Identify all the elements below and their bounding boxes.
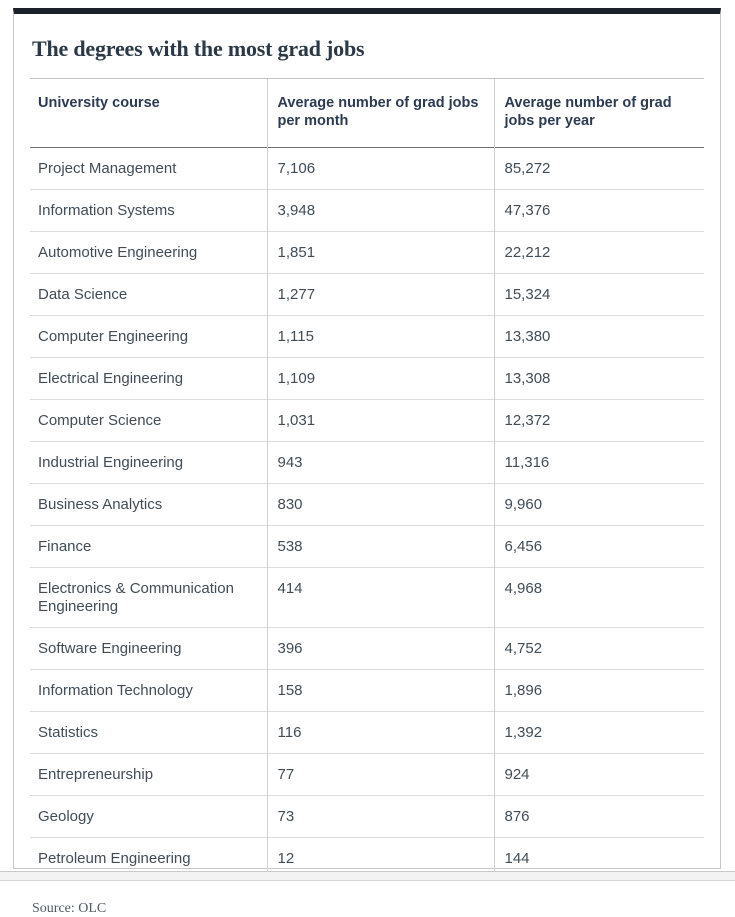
table-row: [30, 190, 704, 232]
per-year-cell: 144: [494, 838, 704, 880]
course-cell: Computer Science: [38, 412, 162, 430]
table-row: [30, 400, 704, 442]
course-cell: Information Technology: [38, 682, 193, 700]
per-year-cell: 22,212: [494, 232, 704, 274]
per-month-cell: 830: [267, 484, 494, 526]
per-month-cell: 158: [267, 670, 494, 712]
per-month-cell: 116: [267, 712, 494, 754]
column-header-per-month: Average number of grad jobs per month: [267, 79, 494, 148]
per-month-cell: 1,109: [267, 358, 494, 400]
course-cell: Computer Engineering: [38, 328, 189, 346]
per-year-cell: 924: [494, 754, 704, 796]
chart-card: [13, 8, 721, 917]
table-row: [30, 232, 704, 274]
table-body: [30, 148, 704, 880]
table-row: [30, 796, 704, 838]
table-row: [30, 754, 704, 796]
course-cell: Automotive Engineering: [38, 244, 198, 262]
table-row: [30, 358, 704, 400]
per-month-cell: 7,106: [267, 148, 494, 190]
course-cell: Geology: [38, 808, 94, 826]
course-cell: Entrepreneurship: [38, 766, 154, 784]
course-cell: Industrial Engineering: [38, 454, 184, 472]
table-row: [30, 670, 704, 712]
per-year-cell: 1,896: [494, 670, 704, 712]
course-cell: Finance: [38, 538, 92, 556]
table-row: [30, 712, 704, 754]
table-row: [30, 316, 704, 358]
per-year-cell: 1,392: [494, 712, 704, 754]
per-month-cell: 538: [267, 526, 494, 568]
course-cell: Electrical Engineering: [38, 370, 184, 388]
per-year-cell: 9,960: [494, 484, 704, 526]
per-year-cell: 876: [494, 796, 704, 838]
course-cell: Statistics: [38, 724, 99, 742]
per-month-cell: 73: [267, 796, 494, 838]
grad-jobs-table: [30, 79, 704, 879]
per-year-cell: 47,376: [494, 190, 704, 232]
table-row: [30, 148, 704, 190]
per-month-cell: 77: [267, 754, 494, 796]
table-row: [30, 526, 704, 568]
per-month-cell: 943: [267, 442, 494, 484]
per-month-cell: 12: [267, 838, 494, 880]
per-month-cell: 396: [267, 628, 494, 670]
horizontal-scrollbar-track[interactable]: [0, 871, 735, 881]
source-note: Source: OLC: [32, 901, 107, 917]
course-cell: Data Science: [38, 286, 128, 304]
per-year-cell: 11,316: [494, 442, 704, 484]
per-year-cell: 13,308: [494, 358, 704, 400]
column-header-per-year: Average number of grad jobs per year: [494, 79, 704, 148]
per-month-cell: 1,115: [267, 316, 494, 358]
per-year-cell: 15,324: [494, 274, 704, 316]
per-year-cell: 13,380: [494, 316, 704, 358]
per-month-cell: 1,031: [267, 400, 494, 442]
table-row: [30, 568, 704, 628]
table-row: [30, 274, 704, 316]
per-month-cell: 1,277: [267, 274, 494, 316]
per-month-cell: 414: [267, 568, 494, 628]
per-month-cell: 1,851: [267, 232, 494, 274]
per-year-cell: 12,372: [494, 400, 704, 442]
course-cell: Business Analytics: [38, 496, 163, 514]
course-cell: Software Engineering: [38, 640, 182, 658]
chart-card-content: [14, 14, 720, 917]
table-row: [30, 628, 704, 670]
course-cell: Electronics & Communication Engineering: [38, 580, 234, 616]
per-year-cell: 4,752: [494, 628, 704, 670]
per-year-cell: 85,272: [494, 148, 704, 190]
course-cell: Information Systems: [38, 202, 175, 220]
course-cell: Petroleum Engineering: [38, 850, 191, 868]
table-header-row: [30, 79, 704, 148]
table-row: [30, 442, 704, 484]
course-cell: Project Management: [38, 160, 177, 178]
table-header: [30, 79, 704, 148]
table-row: [30, 484, 704, 526]
column-header-course: University course: [38, 95, 160, 111]
per-year-cell: 6,456: [494, 526, 704, 568]
chart-title: The degrees with the most grad jobs: [32, 36, 365, 61]
per-month-cell: 3,948: [267, 190, 494, 232]
per-year-cell: 4,968: [494, 568, 704, 628]
